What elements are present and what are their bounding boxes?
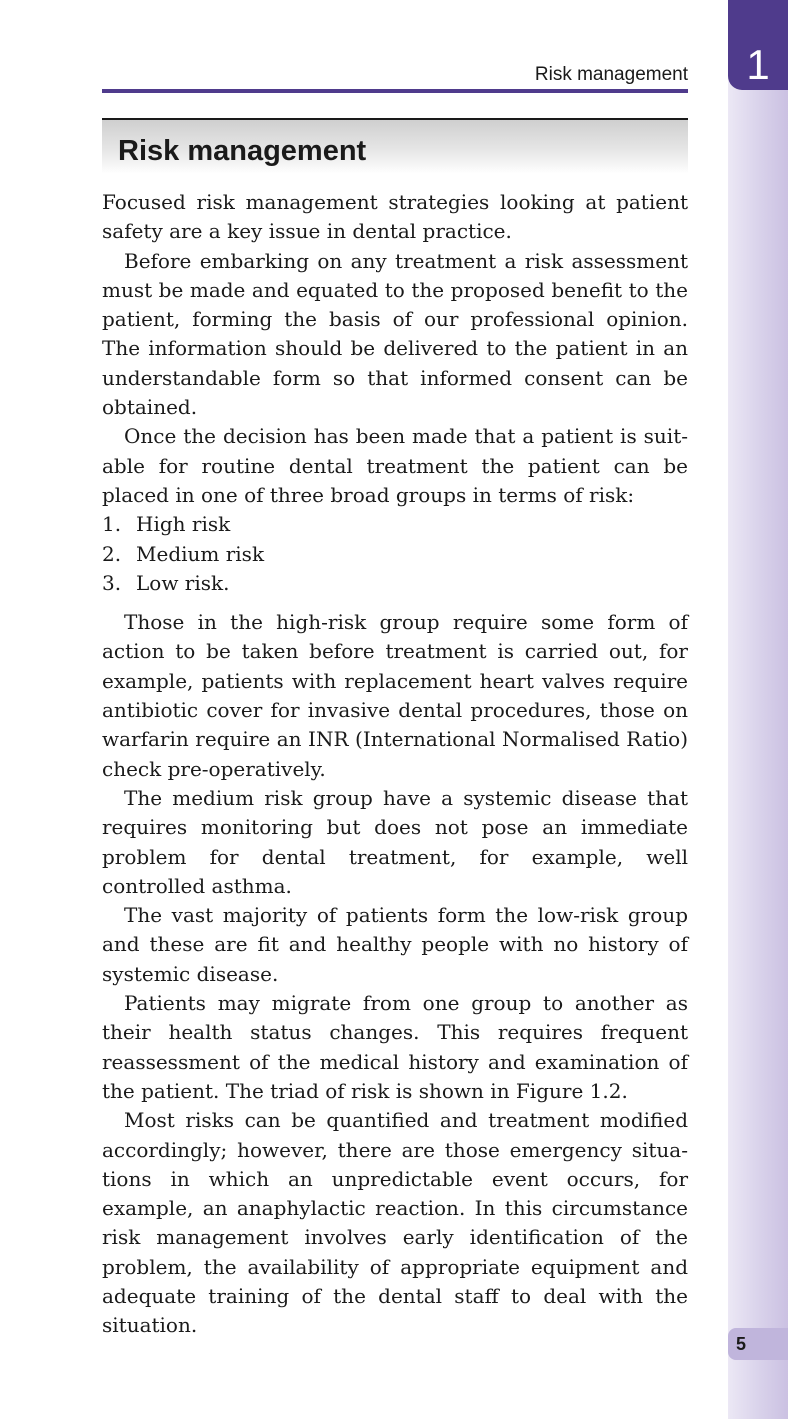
section-title: Risk management [118, 135, 367, 167]
list-item-number: 2. [102, 541, 122, 566]
side-strip [728, 0, 788, 1419]
chapter-tab: 1 [728, 0, 788, 90]
risk-group-list [102, 510, 688, 598]
paragraph: Those in the high-risk group require some form of action to be taken before treatment is carried out, for example, patients with replacement heart valves require antibiotic cover for invasive dental procedures, those on warfarin require an INR (International Normalised Ratio) check pre-operatively. [102, 610, 688, 781]
header-rule [102, 89, 688, 93]
paragraph: Once the decision has been made that a patient is suitable for routine dental treatment the patient can be placed in one of three broad groups in terms of risk: [102, 424, 688, 507]
list-item [102, 569, 688, 598]
page-number: 5 [728, 1328, 788, 1360]
paragraph: The vast majority of patients form the low-risk group and these are fit and healthy people with no history of systemic disease. [102, 903, 688, 986]
list-item-label: Medium risk [136, 541, 265, 566]
paragraph: The medium risk group have a systemic disease that requires monitoring but does not pose an immediate problem for dental treatment, for example, well controlled asthma. [102, 785, 688, 898]
list-item-number: 3. [102, 570, 122, 595]
section-title-band [102, 118, 688, 174]
running-header: Risk management [534, 64, 688, 85]
body-text [102, 188, 688, 1341]
list-item-label: High risk [136, 512, 231, 537]
paragraph: Patients may migrate from one group to another as their health status changes. This requires frequent reassessment of the medical history and examination of the patient. The triad of risk is shown in Figure 1.2. [102, 991, 688, 1103]
paragraph: Before embarking on any treatment a risk assessment must be made and equated to the proposed benefit to the patient, forming the basis of our professional opinion. The information should be delivered to the patient in an understandable form so that informed consent can be obtained. [102, 248, 688, 420]
paragraph: Focused risk management strategies looking at patient safety are a key issue in dental practice. [102, 190, 688, 244]
paragraph: Most risks can be quantified and treatment modified accordingly; however, there are those emergency situations in which an unpredictable event occurs, for example, an anaphylactic reaction. In this circumstance risk management involves early identification of the problem, the availability of appropriate equipment and adequate training of the dental staff to deal with the situation. [102, 1108, 688, 1338]
list-item-number: 1. [102, 512, 122, 537]
list-item [102, 510, 688, 539]
list-item [102, 540, 688, 569]
list-item-label: Low risk. [136, 570, 230, 595]
